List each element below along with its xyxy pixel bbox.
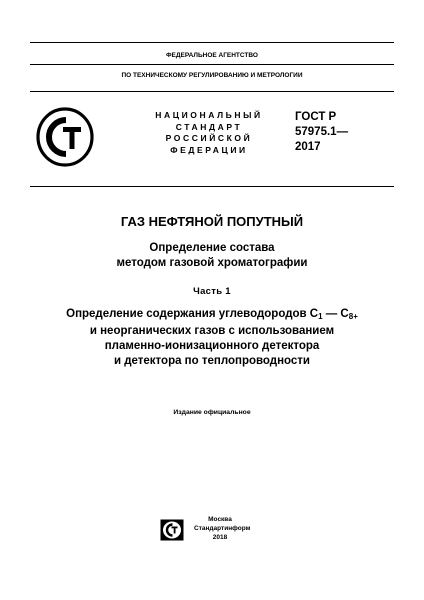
agency-line-2: ПО ТЕХНИЧЕСКОМУ РЕГУЛИРОВАНИЮ И МЕТРОЛОГИИ — [121, 72, 303, 79]
part-line-1 — [14, 307, 410, 324]
gost-year: 2017 — [295, 141, 321, 153]
agency-divider — [30, 64, 394, 65]
gost-r-logo-icon — [36, 107, 94, 167]
subtitle-line: Определение состава — [149, 242, 275, 254]
document-title: ГАЗ НЕФТЯНОЙ ПОПУТНЫЙ — [120, 214, 304, 229]
standard-line: РОССИЙСКОЙ — [165, 133, 253, 143]
part-line-1-dash: — С — [322, 308, 349, 320]
agency-line-1: ФЕДЕРАЛЬНОЕ АГЕНТСТВО — [166, 52, 258, 59]
gost-number: 57975.1— — [295, 126, 349, 138]
part-description — [14, 307, 410, 369]
standard-line: СТАНДАРТ — [175, 121, 243, 132]
publisher-city: Москва — [208, 516, 232, 523]
part-line-4: и детектора по теплопроводности — [113, 355, 311, 367]
top-rule — [30, 42, 394, 43]
subtitle-line: методом газовой хроматографии — [116, 257, 308, 269]
subscript-1: 1 — [318, 312, 323, 321]
subscript-8plus: 8+ — [348, 312, 358, 321]
gost-label: ГОСТ Р — [295, 111, 337, 123]
gost-designation — [295, 110, 348, 155]
publisher-year: 2018 — [212, 534, 228, 541]
standard-line: ФЕДЕРАЦИИ — [170, 144, 248, 155]
national-standard-label — [146, 110, 272, 156]
header-rule — [30, 91, 394, 92]
part-line-1-text: Определение содержания углеводородов С — [66, 308, 319, 320]
part-line-3: пламенно-ионизационного детектора — [104, 340, 320, 352]
publisher-name: Стандартинформ — [194, 525, 251, 532]
title-rule — [30, 186, 394, 187]
standartinform-logo-icon — [160, 519, 184, 541]
publisher-block — [194, 515, 251, 542]
standard-line: НАЦИОНАЛЬНЫЙ — [155, 110, 263, 120]
part-line-2: и неорганических газов с использованием — [89, 325, 335, 337]
document-subtitle — [20, 241, 404, 271]
edition-label: Издание официальное — [173, 409, 251, 416]
part-number: Часть 1 — [193, 286, 231, 297]
